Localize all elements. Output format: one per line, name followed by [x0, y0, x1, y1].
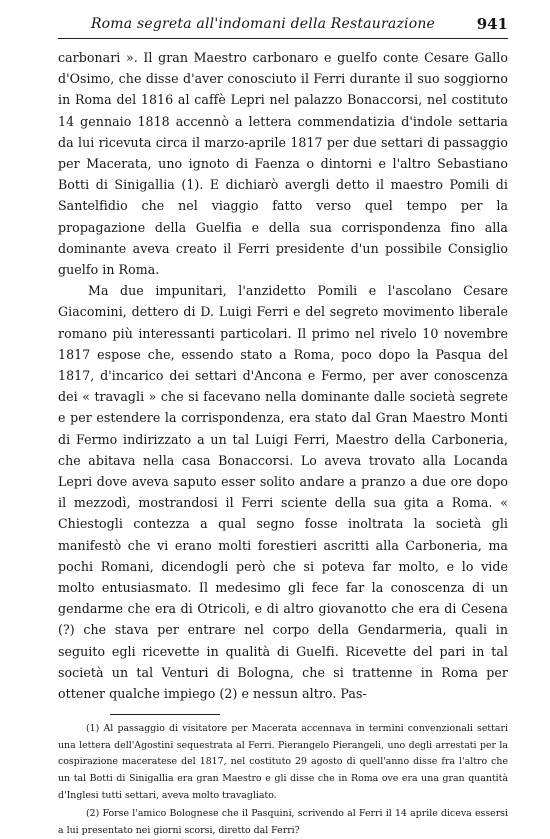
footnote: (2) Forse l'amico Bolognese che il Pasquini, scrivendo al Ferri il 14 aprile diceva essersi a lui presentato nei giorni scorsi, diretto dal Ferri? — [58, 808, 508, 836]
running-title: Roma segreta all'indomani della Restaurazione — [90, 16, 436, 32]
footnote: (1) Al passaggio di visitatore per Macerata accennava in termini convenzionali settari una lettera dell'Agostini sequestrata al Ferri. Pierangelo Pierangeli, uno degli arrestati per la cospirazione maceratese del 1817, nel costituto 29 agosto di quell'anno disse fra l'altro che un tal Botti di Sinigallia era gran Maestro e gli disse che in Roma ove era una gran quantità d'Inglesi tutti settari, aveva molto travagliato. — [58, 723, 508, 801]
running-header — [58, 14, 508, 38]
footnote-rule — [110, 714, 220, 715]
page-number: 941 — [476, 15, 508, 33]
paragraph: carbonari ». Il gran Maestro carbonaro e guelfo conte Cesare Gallo d'Osimo, che disse d'aver conosciuto il Ferri durante il suo soggiorno in Roma del 1816 al caffè Lepri nel palazzo Bonaccorsi, nel costituto 14 gennaio 1818 accennò a lettera commendatizia d'indole settaria da lui ricevuta circa il marzo-aprile 1817 per due settari di passaggio per Macerata, uno ignoto di Faenza o dintorni e l'altro Sebastiano Botti di Sinigallia (1). E dichiarò avergli detto il maestro Pomili di Santelfidio che nel viaggio fatto verso quel tempo per la propagazione della Guelfia e della sua corrispondenza fino alla dominante aveva creato il Ferri presidente d'un possibile Consiglio guelfo in Roma. — [58, 50, 508, 278]
header-rule — [58, 38, 508, 39]
paragraph: Ma due impunitari, l'anzidetto Pomili e l'ascolano Cesare Giacomini, dettero di D. Luigi Ferri e del segreto movimento liberale romano più interessanti particolari. Il primo nel rivelo 10 novembre 1817 espose che, essendo stato a Roma, poco dopo la Pasqua del 1817, d'incarico dei settari d'Ancona e Fermo, per aver conoscenza dei « travagli » che si facevano nella dominante dalle società segrete e per estendere la corrispondenza, era stato dal Gran Maestro Monti di Fermo indirizzato a un tal Luigi Ferri, Maestro della Carboneria, che abitava nella casa Bonaccorsi. Lo aveva trovato alla Locanda Lepri dove aveva saputo esser solito andare a pranzo a due ore dopo il mezzodì, mostrandosi il Ferri sciente della sua gita a Roma. « Chiestogli contezza a qual segno fosse inoltrata la società gli manifestò che vi erano molti forestieri ascritti alla Carboneria, ma pochi Romani, dicendogli però che si poteva far molto, e lo vide molto entusiasmato. Il medesimo gli fece far la conoscenza di un gendarme che era di Otricoli, e di altro giovanotto che era di Cesena (?) che stava per entrare nel corpo della Gendarmeria, quali in seguito egli ricevette in qualità di Guelfi. Ricevette del pari in tal società un tal Venturi di Bologna, che si trattenne in Roma per ottener qualche impiego (2) e nessun altro. Pas- — [58, 283, 508, 702]
body-text — [58, 47, 508, 704]
footnotes — [58, 721, 508, 839]
